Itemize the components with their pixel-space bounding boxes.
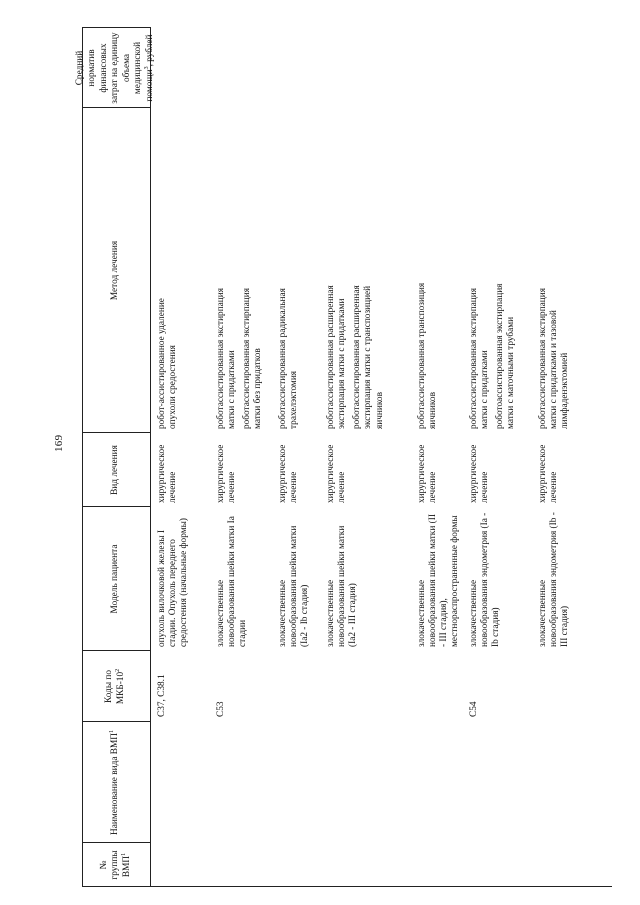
row-4-model: злокачественные новообразования шейки матки (II - III стадия), местнораспространенные формы	[417, 514, 461, 647]
header-icd-codes-text: Коды по МКБ-10	[104, 669, 126, 705]
header-avg-cost-unit: , рублей	[145, 34, 156, 67]
header-treatment-type-text: Вид лечения	[110, 445, 121, 495]
header-avg-cost-text: Средний норматив финансовых затрат на единицу объема медицинской помощи	[75, 32, 156, 104]
header-treatment-method	[82, 108, 150, 433]
row-3-methods	[326, 271, 390, 431]
row-4-method-0: роботассистированная транспозиция яичников	[417, 282, 439, 429]
row-1-model: злокачественные новообразования шейки матки Ia стадии	[216, 516, 249, 647]
row-5-code: С54	[469, 701, 479, 717]
header-group-no	[82, 843, 150, 887]
header-icd-codes-sup: 2	[114, 668, 121, 672]
row-0-methods	[157, 271, 183, 431]
header-group-no-sup: 1	[120, 852, 127, 856]
row-6-methods	[538, 271, 575, 431]
row-4-methods	[417, 271, 443, 431]
row-2-model: злокачественные новообразования шейки матки (Ia2 - Ib стадия)	[278, 525, 311, 647]
row-2-method-0: роботассистированная радикальная трахелэктомия	[278, 288, 300, 429]
rotated-table-page	[75, 27, 612, 887]
header-treatment-method-text: Метод лечения	[110, 240, 121, 301]
header-icd-codes	[82, 651, 150, 722]
col-border-0	[82, 886, 612, 887]
row-2-methods	[278, 271, 304, 431]
header-group-no-text: № группы ВМП	[98, 850, 132, 880]
row-1-treatment: хирургическое лечение	[216, 444, 238, 503]
row-3-model: злокачественные новообразования шейки матки (Ia2 - III стадия)	[326, 525, 359, 647]
row-5-model: злокачественные новообразования эндометрия (Ia - Ib стадия)	[469, 512, 502, 647]
row-4-treatment: хирургическое лечение	[417, 444, 439, 503]
row-1-code: С53	[216, 701, 226, 717]
page-number: 169	[53, 434, 65, 452]
row-3-method-1: роботассистированная расширенная экстирпация матки с транспозицией яичников	[352, 285, 385, 429]
header-vmp-name-sup: 1	[109, 730, 116, 734]
table	[75, 27, 612, 887]
row-2-treatment: хирургическое лечение	[278, 444, 300, 503]
row-3-method-0: роботассистированная расширенная экстирпация матки с придатками	[326, 285, 348, 429]
header-bottom-border	[150, 27, 151, 887]
row-5-method-0: роботассистированная экстирпация матки с придатками	[469, 287, 491, 429]
row-3-treatment: хирургическое лечение	[326, 444, 348, 503]
row-1-method-1: роботассистированная экстирпация матки без придатков	[242, 287, 264, 429]
row-6-treatment: хирургическое лечение	[538, 444, 560, 503]
row-0-code: С37, С38.1	[157, 674, 167, 717]
header-avg-cost-sup: 3	[143, 66, 150, 70]
row-1-methods	[216, 271, 269, 431]
row-6-method-0: роботассистированная экстирпация матки с придатками и тазовой лимфаденэктомией	[538, 287, 571, 429]
header-avg-cost	[75, 28, 156, 108]
row-5-method-1: роботоассистированная экстирпация матки с маточными трубами	[495, 283, 517, 429]
header-vmp-name-text: Наименование вида ВМП	[110, 733, 121, 835]
row-5-methods	[469, 271, 522, 431]
header-vmp-name	[82, 722, 150, 843]
header-patient-model	[82, 507, 150, 651]
row-0-method-0: робот-ассистированное удаление опухоли средостения	[157, 298, 179, 429]
row-0-treatment: хирургическое лечение	[157, 444, 179, 503]
row-0-model: опухоль вилочковой железы I стадии. Опухоль переднего средостения (начальные формы)	[157, 518, 190, 647]
row-5-treatment: хирургическое лечение	[469, 444, 491, 503]
row-6-model: злокачественные новообразования эндометрия (Ib - III стадия)	[538, 512, 571, 647]
header-patient-model-text: Модель пациента	[110, 544, 121, 614]
row-1-method-0: роботассистированная экстирпация матки с придатками	[216, 287, 238, 429]
header-treatment-type	[82, 433, 150, 507]
